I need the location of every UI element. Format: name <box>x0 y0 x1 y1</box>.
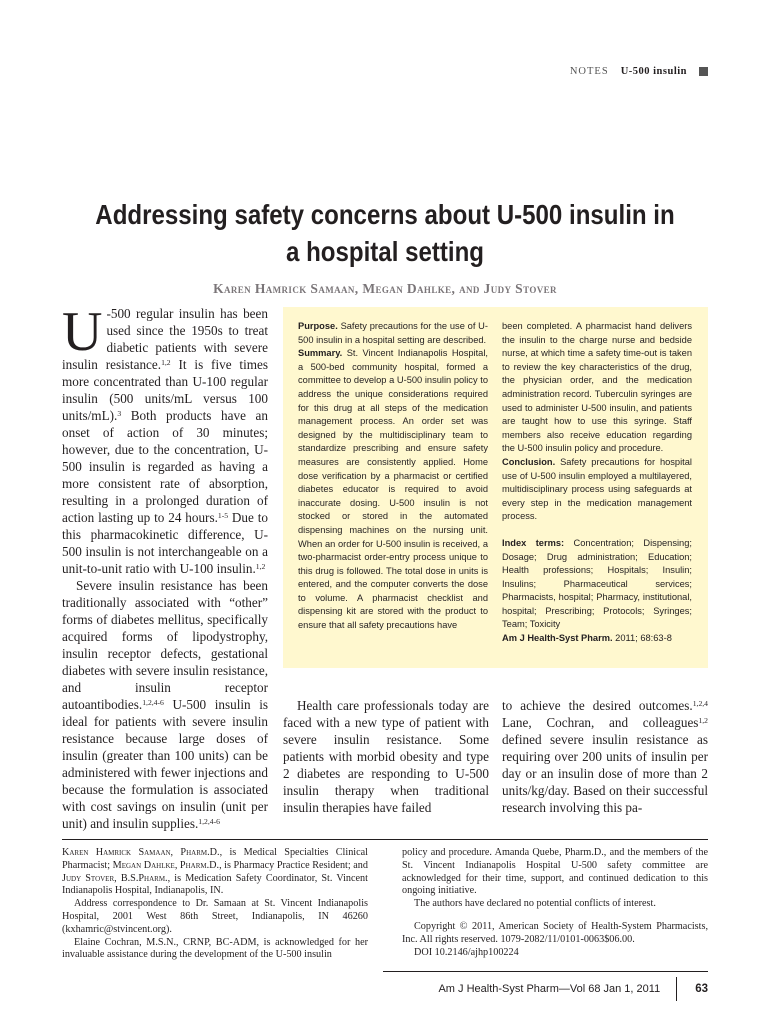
conflict-statement: The authors have declared no potential conflicts of interest. <box>414 898 656 910</box>
acknowledgment-part-2: policy and procedure. Amanda Quebe, Pharm.D., and the members of the St. Vincent Indianapolis Hospital U-500 safety committee are acknowledged for their time, support, and continued dedication to this ongoing initiative. <box>402 847 708 897</box>
abstract-column-right <box>502 320 692 646</box>
index-terms-text: Concentration; Dispensing; Dosage; Drug administration; Education; Health professions; Hospitals; Insulin; Insulins; Pharmaceutical services; Pharmacists, hospital; Pharmacy, institutional, hospital; Prescribing; Protocols; Syringes; Team; Toxicity <box>502 537 692 630</box>
footnotes-right <box>402 847 708 959</box>
summary-label: Summary. <box>298 348 343 359</box>
citation-superscript: 1-5 <box>217 510 229 520</box>
body-paragraph-right: to achieve the desired outcomes.$^{1,2,4}$ Lane, Cochran, and colleagues$^{1,2}$ defined severe insulin resistance as requiring over 200 units of insulin per day or an insulin dose of more than 2 units/kg/day. Based on their successful research involving this pa- <box>502 698 708 815</box>
intro-paragraph-2: Severe insulin resistance has been traditionally associated with “other” forms of diabetes mellitus, specifically acquired forms of lipodystrophy, insulin receptor defects, gestational diabetes with severe insulin resistance, and insulin receptor autoantibodies.$^{1,2,4-6}$ U-500 insulin is ideal for patients with severe insulin resistance because large doses of insulin (greater than 100 units) can be administered with fewer injections and because the formulation is associated with cost savings on insulin (unit per unit) and insulin supplies.$^{1,2,4-6}$ <box>62 578 268 831</box>
journal-reference <box>502 632 692 646</box>
article-title: Addressing safety concerns about U-500 insulin in a hospital setting <box>95 199 675 267</box>
affiliation-name-2: Megan Dahlke, Pharm.D. <box>112 859 220 871</box>
citation-superscript: 1,2,4-6 <box>198 816 220 826</box>
abstract-conclusion <box>502 456 692 524</box>
intro-paragraph-1-text: -500 regular insulin has been used since the 1950s to treat diabetic patients with severe insulin resistance.$^{1,2}$ It is five times more concentrated than U-100 regular insulin (500 units/mL versus 100 units/mL).$^3$ Both products have an onset of action of 30 minutes; however, due to the concentration, U-500 insulin is regarded as having a more consistent rate of absorption, resulting in a prolonged duration of action lasting up to 24 hours.$^{1-5}$ Due to this pharmacokinetic difference, U-500 insulin is not interchangeable on a unit-to-unit ratio with U-100 insulin.$^{1,2}$ <box>62 306 268 576</box>
summary-text: St. Vincent Indianapolis Hospital, a 500-bed community hospital, formed a committee to develop a U-500 insulin policy to address the unique considerations required for this drug at all steps of the medication management process. An order set was designed by the multidisciplinary team to standardize prescribing and ensure safety measures are consistently applied. Home dose verification by a pharmacist or certified diabetes educator is required to avoid inaccurate dosing. U-500 insulin is not stocked or stored in the automated dispensing machines on the nursing unit. When an order for U-500 insulin is received, a two-pharmacist order-entry process unique to this drug is followed. The total dose in units is entered, and the computer converts the dose to volume. A pharmacist checklist and dispensing kit are stored with the product to ensure that all safety precautions have <box>298 348 488 631</box>
conclusion-text: Safety precautions for hospital use of U-500 insulin employed a multilayered, multidisciplinary process using safeguards at every step in the medication management process. <box>502 456 692 522</box>
author-byline: Karen Hamrick Samaan, Megan Dahlke, and Judy Stover <box>213 281 557 296</box>
page-number: 63 <box>695 983 708 995</box>
running-head <box>570 66 708 77</box>
body-column-middle <box>283 697 489 816</box>
intro-paragraph-1 <box>62 301 268 577</box>
drop-cap: U <box>62 301 103 363</box>
correspondence-address: Address correspondence to Dr. Samaan at St. Vincent Indianapolis Hospital, 2001 West 86th Street, Indianapolis, IN 46260 (kxhamric@stvincent.org). <box>62 898 368 935</box>
copyright-notice: Copyright © 2011, American Society of Health-System Pharmacists, Inc. All rights reserved. 1079-2082/11/0101-0063$06.00. <box>402 920 708 945</box>
affiliation-role-2: , is Pharmacy Practice Resident; and <box>219 859 368 871</box>
author-affiliations <box>62 847 368 898</box>
footnotes-left <box>62 847 368 962</box>
journal-reference-label: Am J Health-Syst Pharm. <box>502 633 613 644</box>
abstract-box <box>283 307 708 668</box>
affiliation-role-1: , is Medical Specialties Clinical Pharmacist; <box>62 847 368 871</box>
citation-superscript: 1,2 <box>255 561 266 571</box>
page-footer <box>383 977 708 1001</box>
doi: DOI 10.2146/ajhp100224 <box>414 946 519 958</box>
abstract-summary <box>298 347 488 632</box>
affiliation-role-3: , B.S. <box>114 872 139 884</box>
affiliation-name-4: Pharm. <box>138 872 168 884</box>
section-label: NOTES <box>569 66 609 77</box>
index-terms-label: Index terms: <box>502 537 565 548</box>
citation-superscript: 3 <box>117 408 122 418</box>
square-marker-icon <box>699 67 708 76</box>
running-head-topic: U-500 insulin <box>620 66 687 77</box>
body-paragraph-middle: Health care professionals today are faced with a new type of patient with severe insulin resistance. Some patients with morbid obesity and type 2 diabetes are responding to U-500 insulin therapy when traditional insulin therapies have failed <box>283 698 489 815</box>
affiliation-role-4: , is Medication Safety Coordinator, St. Vincent Indianapolis Hospital, Indianapolis, IN. <box>62 872 368 897</box>
conclusion-label: Conclusion. <box>502 456 556 467</box>
citation-superscript: 1,2 <box>161 357 171 367</box>
citation-superscript: 1,2,4-6 <box>142 697 164 707</box>
intro-column <box>62 301 268 832</box>
index-terms <box>502 537 692 632</box>
abstract-purpose <box>298 320 488 347</box>
footnote-divider <box>62 839 708 840</box>
abstract-summary-continued: been completed. A pharmacist hand delivers the insulin to the charge nurse and bedside nurse, at which time a safety time-out is taken to review the key characteristics of the drug, the physician order, and the medication administration record. Tuberculin syringes are used to administer U-500 insulin, and patients are taught how to use this syringe. Staff members also receive education regarding the U-500 insulin policy and procedure. <box>502 321 692 454</box>
footer-vertical-rule <box>676 977 677 1001</box>
citation-superscript: 1,2 <box>698 715 708 725</box>
purpose-label: Purpose. <box>298 321 338 331</box>
acknowledgment-part-1: Elaine Cochran, M.S.N., CRNP, BC-ADM, is acknowledged for her invaluable assistance during the development of the U-500 insulin <box>62 936 368 961</box>
body-column-right <box>502 697 708 816</box>
footer-citation: Am J Health-Syst Pharm—Vol 68 Jan 1, 2011 <box>438 983 661 995</box>
footer-divider <box>383 971 708 972</box>
affiliation-name-3: Judy Stover <box>62 872 115 884</box>
journal-reference-text: 2011; 68:63-8 <box>615 633 672 644</box>
abstract-column-left <box>298 320 488 633</box>
citation-superscript: 1,2,4 <box>692 698 708 708</box>
purpose-text: Safety precautions for the use of U-500 insulin in a hospital setting are described. <box>298 321 488 345</box>
affiliation-name-1: Karen Hamrick Samaan, Pharm.D. <box>62 847 220 858</box>
